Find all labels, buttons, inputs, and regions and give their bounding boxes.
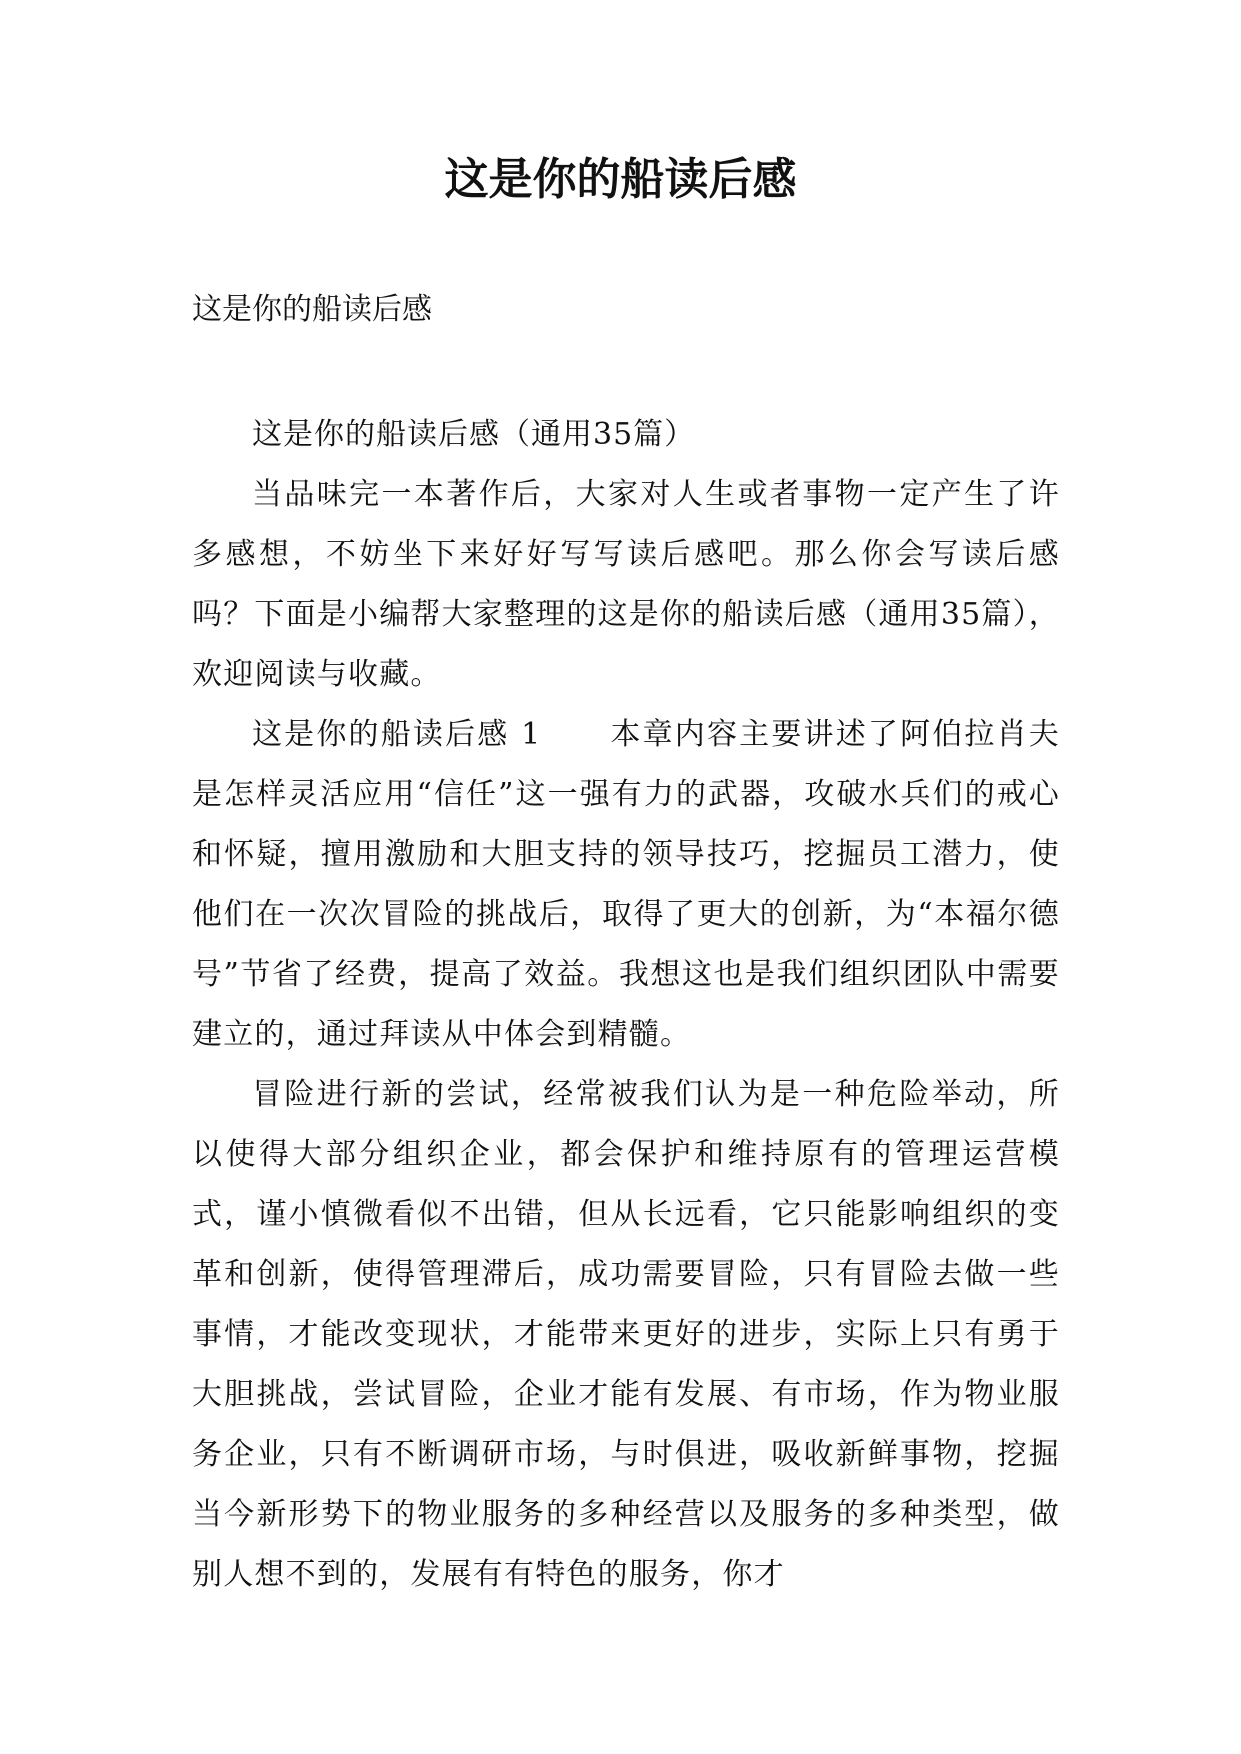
article-heading: 这是你的船读后感（通用35篇） [252,417,696,452]
section-1-text: 本章内容主要讲述了阿伯拉肖夫是怎样灵活应用“信任”这一强有力的武器，攻破水兵们的戒心和怀疑，擅用激励和大胆支持的领导技巧，挖掘员工潜力，使他们在一次次冒险的挑战后，取得了更大的创新，为“本福尔德号”节省了经费，提高了效益。我想这也是我们组织团队中需要建立的，通过拜读从中体会到精髓。 [192,717,1060,1052]
document-body [192,405,1060,1605]
document-subtitle: 这是你的船读后感 [192,292,432,327]
section-1-paragraph [192,705,1060,1065]
document-title: 这是你的船读后感 [444,154,797,205]
body-paragraph-2: 冒险进行新的尝试，经常被我们认为是一种危险举动，所以使得大部分组织企业，都会保护和维持原有的管理运营模式，谨小慎微看似不出错，但从长远看，它只能影响组织的变革和创新，使得管理滞后，成功需要冒险，只有冒险去做一些事情，才能改变现状，才能带来更好的进步，实际上只有勇于大胆挑战，尝试冒险，企业才能有发展、有市场，作为物业服务企业，只有不断调研市场，与时俱进，吸收新鲜事物，挖掘当今新形势下的物业服务的多种经营以及服务的多种类型，做别人想不到的，发展有有特色的服务，你才 [192,1077,1060,1592]
section-1-label: 这是你的船读后感 1 [252,717,542,752]
intro-paragraph: 当品味完一本著作后，大家对人生或者事物一定产生了许多感想，不妨坐下来好好写写读后感吧。那么你会写读后感吗？下面是小编帮大家整理的这是你的船读后感（通用35篇），欢迎阅读与收藏。 [192,477,1060,692]
